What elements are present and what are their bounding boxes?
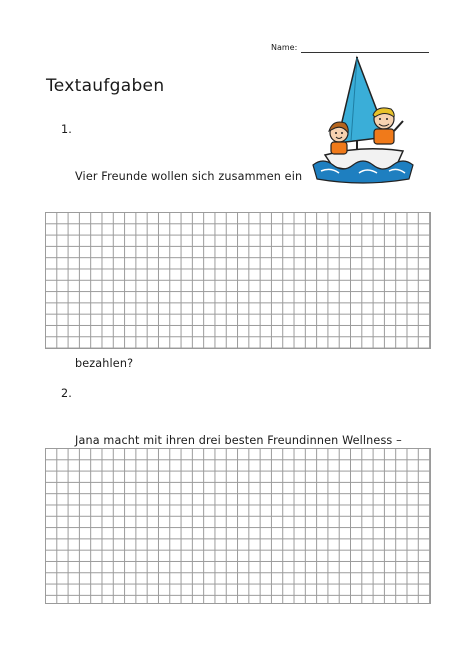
answer-grid-1[interactable] [45, 212, 431, 349]
page-title: Textaufgaben [46, 76, 165, 96]
task-2-number: 2. [61, 387, 72, 400]
task-1-line: Vier Freunde wollen sich zusammen ein [75, 169, 303, 183]
task-1-line: bezahlen? [75, 356, 134, 370]
name-write-line[interactable] [301, 52, 429, 53]
task-2-line: Jana macht mit ihren drei besten Freundinnen Wellness – [75, 433, 402, 447]
name-label: Name: [271, 43, 298, 52]
sailboat-illustration [307, 55, 419, 195]
answer-grid-2[interactable] [45, 448, 431, 604]
task-1-number: 1. [61, 123, 72, 136]
